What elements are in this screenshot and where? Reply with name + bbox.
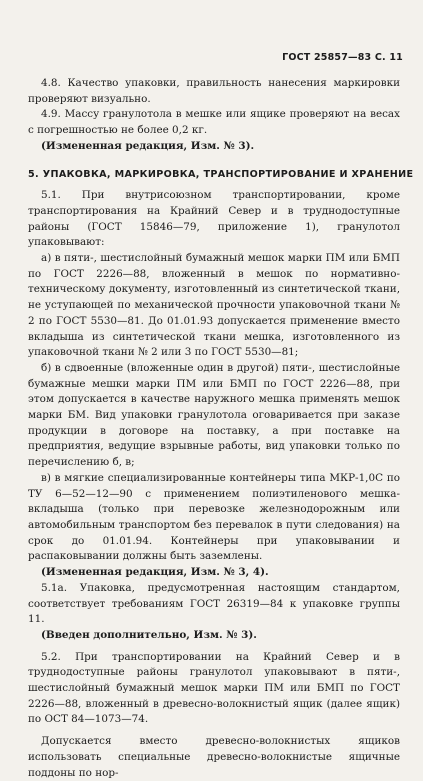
running-head: ГОСТ 25857—83 С. 11 — [282, 52, 403, 63]
paragraph-5-2: 5.2. При транспортировании на Крайний Север и в труднодоступные районы гранулотол упаковывают в пяти-, шестислойный бумажный мешок марки ПМ или БМП по ГОСТ 2226—88, вложенный в древесно-волокнистый ящик (далее ящик) по ОСТ 84—1073—74. — [28, 650, 400, 726]
amendment-note: (Измененная редакция, Изм. № 3, 4). — [41, 566, 269, 579]
paragraph-4-9: 4.9. Массу гранулотола в мешке или ящике проверяют на весах с погрешностью не более 0,2 кг. — [28, 108, 400, 137]
paragraph-5-1a: 5.1а. Упаковка, предусмотренная настоящим стандартом, соответствует требованиям ГОСТ 26319—84 к упаковке группы 11. — [28, 581, 400, 626]
paragraph-5-1: 5.1. При внутрисоюзном транспортировании, кроме транспортирования на Крайний Север и в труднодоступные районы (ГОСТ 15846—79, приложение 1), гранулотол упаковывают: — [28, 189, 400, 249]
paragraph-continuation: Допускается вместо древесно-волокнистых ящиков использовать специальные древесно-волокнистые ящичные поддоны по нор- — [28, 735, 400, 779]
section-heading: 5. УПАКОВКА, МАРКИРОВКА, ТРАНСПОРТИРОВАНИЕ И ХРАНЕНИЕ — [28, 168, 414, 180]
list-item-b: б) в сдвоенные (вложенные один в другой) пяти-, шестислойные бумажные мешки марки ПМ или БМП по ГОСТ 2226—88, при этом допускается в качестве наружного мешка применять мешок марки БМ. Вид упаковки гранулотола оговаривается при заказе продукции в договоре на поставку, а при поставке на предприятия, ведущие взрывные работы, вид упаковки только по перечислению б, в; — [28, 361, 400, 469]
list-item-v: в) в мягкие специализированные контейнеры типа МКР-1,0С по ТУ 6—52—12—90 с применением полиэтиленового мешка-вкладыша (только при перевозке железнодорожным или автомобильным транспортом без перевалок в пути следования) на срок до 01.01.94. Контейнеры при упаковывании и распаковывании должны быть заземлены. — [28, 471, 400, 563]
amendment-note: (Введен дополнительно, Изм. № 3). — [41, 628, 257, 641]
amendment-note: (Измененная редакция, Изм. № 3). — [41, 139, 255, 152]
document-body — [28, 76, 414, 781]
list-item-a: а) в пяти-, шестислойный бумажный мешок марки ПМ или БМП по ГОСТ 2226—88, вложенный в мешок по нормативно-техническому документу, изготовленный из синтетической ткани, не уступающей по механической прочности упаковочной ткани № 2 по ГОСТ 5530—81. До 01.01.93 допускается применение вместо вкладыша из синтетической ткани мешка, изготовленного из упаковочной ткани № 2 или 3 по ГОСТ 5530—81; — [28, 252, 400, 359]
paragraph-4-8: 4.8. Качество упаковки, правильность нанесения маркировки проверяют визуально. — [28, 77, 400, 105]
